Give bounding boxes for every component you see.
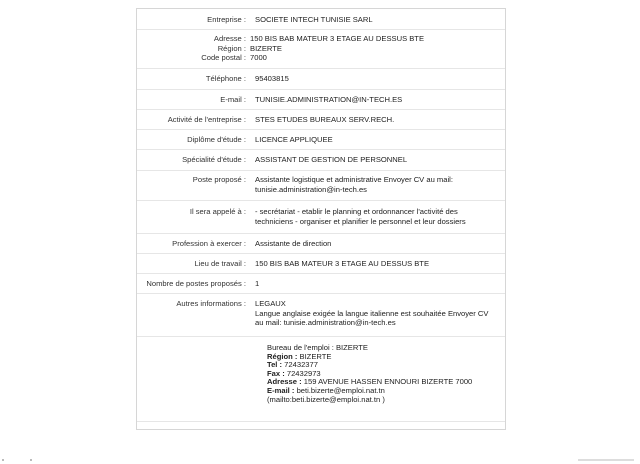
row-adresse xyxy=(137,30,505,69)
postes-label: Nombre de postes proposés : xyxy=(146,279,246,288)
bureau-tel: Tel : 72432377 xyxy=(267,360,318,370)
specialite-label: Spécialité d'étude : xyxy=(182,155,246,164)
telephone-value: 95403815 xyxy=(255,74,289,83)
activite-value: STES ETUDES BUREAUX SERV.RECH. xyxy=(255,115,395,124)
profession-label: Profession à exercer : xyxy=(172,239,246,248)
footer-dot xyxy=(30,459,32,461)
bureau-fax: Fax : 72432973 xyxy=(267,368,321,378)
bureau-email-link[interactable]: beti.bizerte@emploi.nat.tn xyxy=(296,385,385,395)
diplome-value: LICENCE APPLIQUEE xyxy=(255,135,333,144)
region-label: Région : xyxy=(217,43,246,53)
email-value: TUNISIE.ADMINISTRATION@IN-TECH.ES xyxy=(255,95,403,104)
appele-line-1: - secrétariat - etablir le planning et ordonnancer l'activité des xyxy=(255,207,458,216)
adresse-label: Adresse : xyxy=(213,34,246,43)
row-entreprise xyxy=(137,9,505,30)
telephone-label: Téléphone : xyxy=(205,74,246,83)
adresse-value: 150 BIS BAB MATEUR 3 ETAGE AU DESSUS BTE xyxy=(250,34,425,43)
autres-label: Autres informations : xyxy=(176,299,246,308)
activite-label: Activité de l'entreprise : xyxy=(167,115,246,124)
poste-line-1: Assistante logistique et administrative Envoyer CV au mail: xyxy=(255,175,453,184)
row-specialite xyxy=(137,150,505,171)
bureau-title: Bureau de l'emploi : BIZERTE xyxy=(267,343,368,352)
diplome-label: Diplôme d'étude : xyxy=(187,135,246,144)
page-footer-dots xyxy=(0,459,640,461)
autres-line-3: au mail: tunisie.administration@in-tech.es xyxy=(255,318,396,328)
autres-line-1: LEGAUX xyxy=(255,299,286,308)
row-lieu xyxy=(137,254,505,274)
row-poste xyxy=(137,171,505,201)
code-postal-value: 7000 xyxy=(250,53,267,63)
row-autres xyxy=(137,294,505,337)
bureau-email: E-mail : beti.bizerte@emploi.nat.tn xyxy=(267,385,385,395)
bureau-adresse: Adresse : 159 AVENUE HASSEN ENNOURI BIZERTE 7000 xyxy=(267,377,473,387)
appele-line-2: techniciens - organiser et planifier le personnel et leur dossiers xyxy=(255,216,466,226)
bureau-emploi-contact xyxy=(267,344,472,404)
row-activite xyxy=(137,110,505,130)
postes-value: 1 xyxy=(255,279,260,288)
poste-line-2: tunisie.administration@in-tech.es xyxy=(255,184,367,194)
poste-label: Poste proposé : xyxy=(192,175,246,184)
appele-label: Il sera appelé à : xyxy=(189,207,246,216)
code-postal-label: Code postal : xyxy=(201,53,246,63)
row-email xyxy=(137,90,505,110)
row-appele xyxy=(137,201,505,234)
email-label: E-mail : xyxy=(220,95,246,104)
row-telephone xyxy=(137,69,505,90)
profession-value: Assistante de direction xyxy=(255,239,332,248)
row-profession xyxy=(137,234,505,254)
lieu-value: 150 BIS BAB MATEUR 3 ETAGE AU DESSUS BTE xyxy=(255,259,430,268)
autres-line-2: Langue anglaise exigée la langue italienne est souhaitée Envoyer CV xyxy=(255,308,489,318)
region-value: BIZERTE xyxy=(250,43,282,53)
bureau-mailto-link[interactable]: (mailto:beti.bizerte@emploi.nat.tn ) xyxy=(267,394,385,404)
job-offer-card xyxy=(136,8,506,430)
lieu-label: Lieu de travail : xyxy=(194,259,246,268)
bureau-region: Région : BIZERTE xyxy=(267,351,332,361)
entreprise-label: Entreprise : xyxy=(207,15,246,24)
specialite-value: ASSISTANT DE GESTION DE PERSONNEL xyxy=(255,155,408,164)
footer-dot xyxy=(2,459,4,461)
footer-mark xyxy=(578,459,634,461)
bottom-divider xyxy=(137,421,505,422)
row-postes xyxy=(137,274,505,294)
row-diplome xyxy=(137,130,505,150)
entreprise-value: SOCIETE INTECH TUNISIE SARL xyxy=(255,15,373,24)
